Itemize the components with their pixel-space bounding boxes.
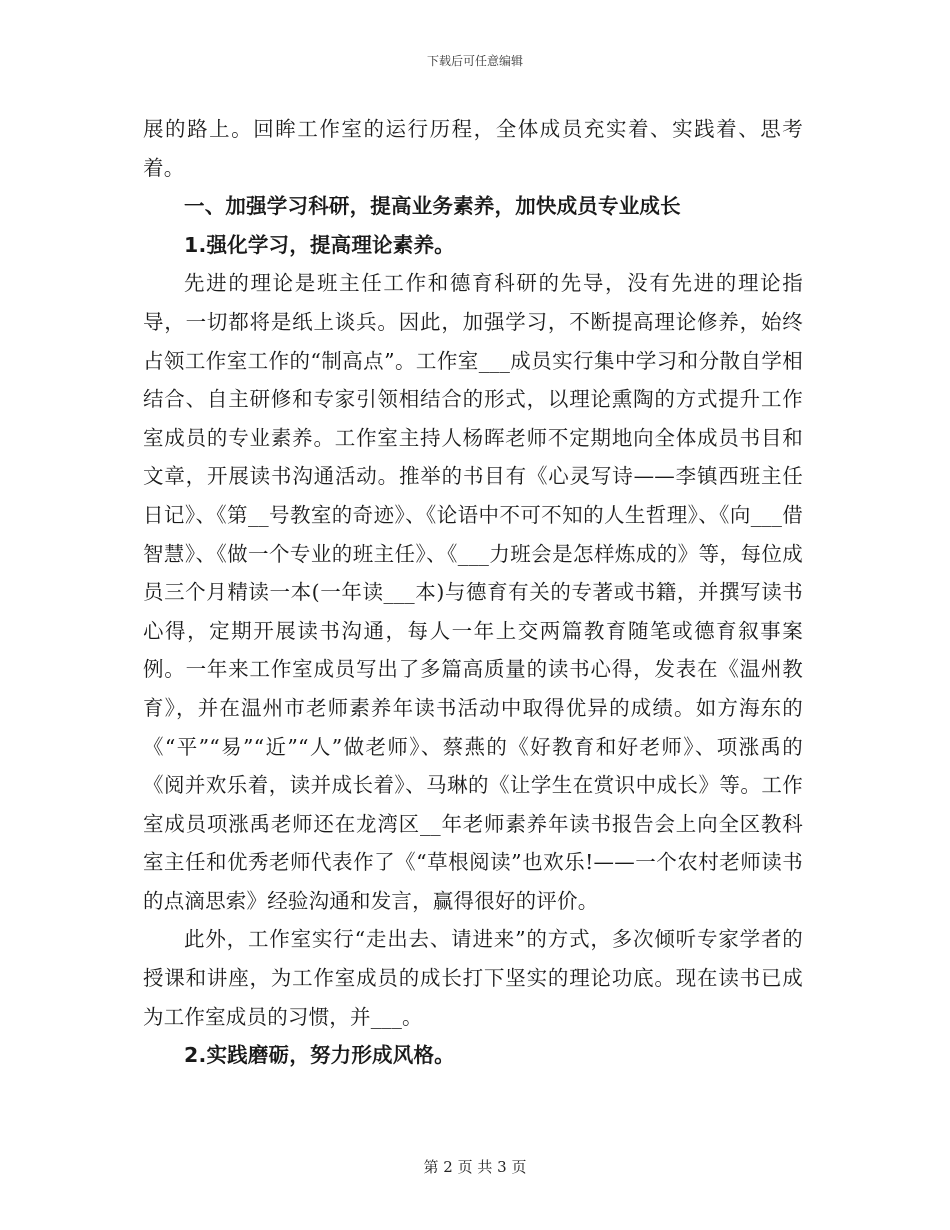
subsection-heading-1: 1.强化学习，提高理论素养。 — [184, 232, 455, 257]
page-header: 下载后可任意编辑 — [426, 54, 523, 68]
intro-paragraph: 展的路上。回眸工作室的运行历程，全体成员充实着、实践着、思考着。 — [143, 117, 803, 180]
page-number: 第 2 页 共 3 页 — [423, 1158, 527, 1176]
document-body — [143, 110, 803, 1075]
section-heading: 一、加强学习科研，提高业务素养，加快成员专业成长 — [184, 194, 681, 219]
subsection-heading-2: 2.实践磨砺，努力形成风格。 — [184, 1043, 455, 1068]
body-paragraph-2: 此外，工作室实行“走出去、请进来”的方式，多次倾听专家学者的授课和讲座，为工作室成员的成长打下坚实的理论功底。现在读书已成为工作室成员的习惯，并___。 — [143, 927, 803, 1029]
body-paragraph-1: 先进的理论是班主任工作和德育科研的先导，没有先进的理论指导，一切都将是纸上谈兵。因此，加强学习，不断提高理论修养，始终占领工作室工作的“制高点”。工作室___成员实行集中学习和分散自学相结合、自主研修和专家引领相结合的形式，以理论熏陶的方式提升工作室成员的专业素养。工作室主持人杨晖老师不定期地向全体成员书目和文章，开展读书沟通活动。推举的书目有《心灵写诗——李镇西班主任日记》、《第__号教室的奇迹》、《论语中不可不知的人生哲理》、《向___借智慧》、《做一个专业的班主任》、《___力班会是怎样炼成的》等，每位成员三个月精读一本(一年读___本)与德育有关的专著或书籍，并撰写读书心得，定期开展读书沟通，每人一年上交两篇教育随笔或德育叙事案例。一年来工作室成员写出了多篇高质量的读书心得，发表在《温州教育》，并在温州市老师素养年读书活动中取得优异的成绩。如方海东的《“平”“易”“近”“人”做老师》、蔡燕的《好教育和好老师》、项涨禹的《阅并欢乐着，读并成长着》、马琳的《让学生在赏识中成长》等。工作室成员项涨禹老师还在龙湾区__年老师素养年读书报告会上向全区教科室主任和优秀老师代表作了《“草根阅读”也欢乐!——一个农村老师读书的点滴思索》经验沟通和发言，赢得很好的评价。 — [143, 271, 803, 913]
